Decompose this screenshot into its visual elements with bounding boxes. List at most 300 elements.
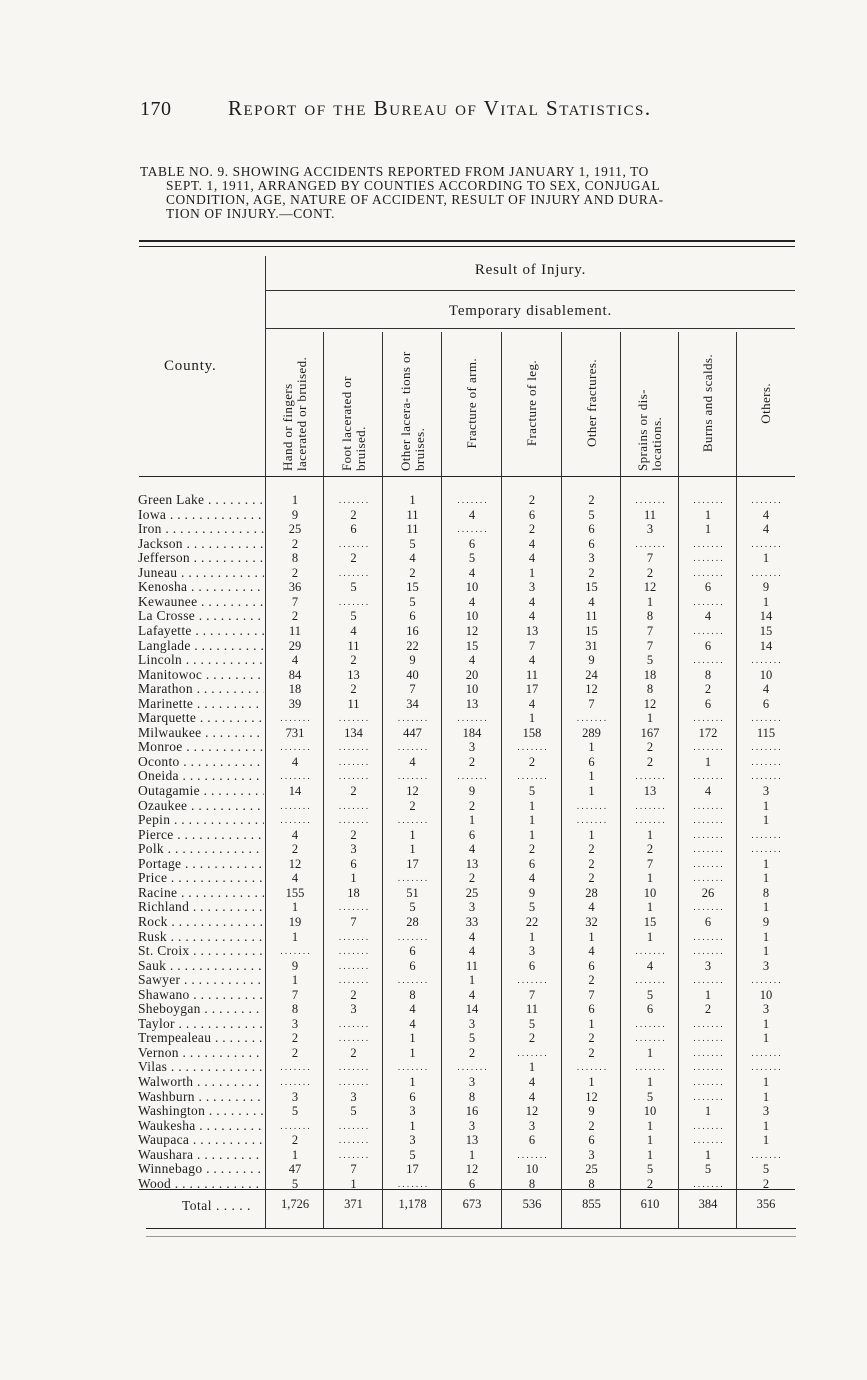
- table-cell: 3: [646, 522, 654, 537]
- table-cell: 5: [588, 507, 595, 522]
- table-cell: 3: [468, 900, 476, 915]
- column-header: [621, 332, 679, 474]
- table-cell: . . . . . . .: [693, 1120, 723, 1131]
- table-cell: 24: [585, 667, 598, 682]
- table-cell: 33: [465, 914, 479, 929]
- table-cell: 8: [291, 551, 299, 566]
- table-cell: 1: [646, 929, 654, 944]
- table-cell: 8: [646, 682, 654, 697]
- county-name: Pierce . . .: [138, 828, 264, 843]
- table-cell: 4: [409, 551, 416, 566]
- table-cell: . . . . . . .: [338, 1062, 369, 1073]
- table-cell: 3: [409, 1133, 416, 1148]
- table-cell: 2: [528, 842, 536, 857]
- table-cell: . . . . . . .: [338, 815, 369, 826]
- table-cell: 1: [762, 900, 770, 915]
- table-cell: . . . . . . .: [338, 742, 369, 753]
- table-cell: 1: [762, 1133, 770, 1148]
- table-cell: 9: [468, 784, 476, 798]
- table-cell: . . . . . . .: [751, 742, 781, 753]
- table-cell: . . . . . . .: [338, 538, 369, 549]
- table-cell: . . . . . . .: [751, 1149, 781, 1160]
- table-cell: 1: [528, 798, 536, 813]
- total-cell: 1,726: [280, 1197, 310, 1211]
- county-name: Jackson . . .: [138, 537, 264, 552]
- table-cell: 4: [291, 871, 299, 886]
- table-cell: 2: [588, 493, 595, 507]
- table-cell: 4: [528, 551, 536, 566]
- table-cell: 5: [646, 1162, 654, 1177]
- table-cell: 1: [704, 1104, 712, 1119]
- table-cell: 184: [462, 725, 482, 740]
- table-cell: 1: [588, 1016, 595, 1031]
- table-cell: . . . . . . .: [751, 655, 781, 666]
- table-cell: 4: [468, 507, 476, 522]
- table-cell: . . . . . . .: [693, 902, 723, 913]
- table-cell: . . . . . . .: [751, 844, 781, 855]
- table-cell: 8: [646, 609, 654, 624]
- table-cell: . . . . . . .: [397, 1062, 428, 1073]
- table-cell: 22: [525, 914, 539, 929]
- table-cell: 3: [704, 958, 712, 973]
- column-header-label: Fracture of arm.: [464, 357, 479, 449]
- table-cell: 3: [291, 1089, 299, 1104]
- table-cell: 5: [528, 784, 536, 798]
- table-cell: 6: [646, 1002, 654, 1017]
- table-cell: . . . . . . .: [751, 567, 781, 578]
- total-cell: 673: [462, 1197, 482, 1211]
- table-cell: 2: [704, 682, 712, 697]
- table-cell: 9: [588, 653, 595, 668]
- table-cell: . . . . . . .: [397, 873, 428, 884]
- column-header: [679, 332, 737, 474]
- county-name: Price . . .: [138, 871, 264, 886]
- county-name: Marinette . . .: [138, 697, 264, 712]
- table-cell: 4: [528, 536, 536, 551]
- table-cell: 1: [291, 1147, 299, 1162]
- table-cell: 1: [409, 493, 416, 507]
- table-cell: 4: [646, 958, 654, 973]
- table-cell: 5: [528, 1016, 536, 1031]
- table-cell: 289: [582, 725, 601, 740]
- table-cell: 9: [588, 1104, 595, 1119]
- table-cell: 8: [291, 1002, 299, 1017]
- table-cell: . . . . . . .: [338, 1018, 369, 1029]
- table-cell: 47: [288, 1162, 302, 1177]
- table-cell: 5: [762, 1162, 770, 1177]
- table-cell: 6: [588, 536, 595, 551]
- table-cell: 10: [465, 580, 479, 595]
- table-cell: 7: [409, 682, 416, 697]
- table-cell: . . . . . . .: [576, 815, 607, 826]
- county-name: La Crosse . . .: [138, 609, 264, 624]
- county-name: Winnebago . . .: [138, 1162, 264, 1177]
- county-name: Rusk . . .: [138, 930, 264, 945]
- table-cell: 15: [585, 623, 598, 638]
- table-cell: . . . . . . .: [397, 742, 428, 753]
- table-cell: . . . . . . .: [693, 538, 723, 549]
- table-cell: 3: [762, 958, 770, 973]
- table-cell: . . . . . . .: [338, 800, 369, 811]
- caption-line: SEPT. 1, 1911, ARRANGED BY COUNTIES ACCORDING TO SEX, CONJUGAL: [166, 178, 661, 193]
- table-cell: . . . . . . .: [751, 713, 781, 724]
- table-cell: 3: [588, 1147, 595, 1162]
- table-cell: . . . . . . .: [517, 975, 547, 986]
- table-cell: . . . . . . .: [693, 1178, 723, 1189]
- table-cell: 6: [588, 958, 595, 973]
- column-header: [324, 332, 383, 474]
- table-cell: . . . . . . .: [751, 829, 781, 840]
- table-cell: 7: [528, 638, 536, 653]
- table-cell: 1: [762, 1031, 770, 1046]
- table-cell: 4: [588, 594, 595, 609]
- table-cell: 6: [468, 536, 476, 551]
- table-cell: 4: [588, 944, 595, 959]
- table-cell: 1: [762, 871, 770, 886]
- table-cell: 1: [704, 754, 712, 769]
- column-header: [442, 332, 502, 474]
- table-cell: 15: [585, 580, 598, 595]
- table-cell: 8: [468, 1089, 476, 1104]
- table-cell: 4: [468, 987, 476, 1002]
- table-cell: 1: [588, 929, 595, 944]
- table-cell: . . . . . . .: [693, 567, 723, 578]
- table-cell: 1: [762, 1075, 770, 1089]
- table-cell: 2: [528, 1031, 536, 1046]
- table-cell: 2: [468, 798, 476, 813]
- table-cell: 5: [350, 609, 357, 624]
- table-cell: . . . . . . .: [338, 756, 369, 767]
- table-cell: 1: [468, 813, 476, 828]
- county-name: Polk . . .: [138, 842, 264, 857]
- table-cell: 7: [588, 987, 595, 1002]
- county-name: Washington . . .: [138, 1104, 264, 1119]
- table-cell: . . . . . . .: [280, 771, 310, 782]
- table-cell: 1: [704, 1147, 712, 1162]
- county-name: Monroe . . .: [138, 740, 264, 755]
- table-cell: 8: [762, 885, 770, 900]
- table-cell: 3: [468, 740, 476, 755]
- column-header-label: Sprains or dis- locations.: [635, 389, 664, 471]
- table-cell: . . . . . . .: [693, 844, 723, 855]
- table-cell: 6: [588, 522, 595, 537]
- county-name: Lincoln . . .: [138, 653, 264, 668]
- table-cell: 4: [409, 1002, 416, 1017]
- table-cell: . . . . . . .: [397, 815, 428, 826]
- page-header: [140, 96, 800, 121]
- table-cell: . . . . . . .: [517, 1149, 547, 1160]
- table-cell: . . . . . . .: [338, 567, 369, 578]
- table-cell: 1: [291, 493, 299, 507]
- table-cell: 1: [588, 827, 595, 842]
- table-cell: 2: [468, 754, 476, 769]
- table-cell: 14: [465, 1002, 479, 1017]
- table-cell: 1: [762, 929, 770, 944]
- table-cell: 11: [347, 696, 360, 711]
- table-cell: 6: [588, 1133, 595, 1148]
- table-cell: 6: [528, 958, 536, 973]
- table-cell: 2: [291, 565, 299, 580]
- table-cell: 2: [588, 1045, 595, 1060]
- table-cell: 12: [525, 1104, 539, 1119]
- table-cell: 5: [409, 1147, 416, 1162]
- table-cell: 1: [528, 1060, 536, 1075]
- table-cell: . . . . . . .: [693, 742, 723, 753]
- county-name: Oconto . . .: [138, 755, 264, 770]
- table-cell: 11: [525, 1002, 539, 1017]
- table-cell: 4: [468, 565, 476, 580]
- table-cell: . . . . . . .: [280, 1062, 310, 1073]
- table-cell: 4: [409, 1016, 416, 1031]
- table-cell: 1: [704, 507, 712, 522]
- county-column-heading: County.: [164, 358, 217, 374]
- table-cell: 1: [762, 1016, 770, 1031]
- table-cell: 5: [350, 580, 357, 595]
- table-cell: . . . . . . .: [693, 931, 723, 942]
- header-bottom-rule: [139, 476, 795, 477]
- county-name: Lafayette . . .: [138, 624, 264, 639]
- table-cell: 11: [406, 522, 419, 537]
- table-cell: . . . . . . .: [693, 1062, 723, 1073]
- table-cell: 447: [403, 725, 422, 740]
- table-cell: 4: [291, 827, 299, 842]
- table-cell: 1: [528, 827, 536, 842]
- table-cell: 3: [528, 580, 536, 595]
- column-header-label: Others.: [758, 382, 773, 424]
- table-cell: . . . . . . .: [635, 946, 665, 957]
- table-cell: . . . . . . .: [751, 756, 781, 767]
- table-cell: . . . . . . .: [517, 771, 547, 782]
- page-number: 170: [140, 98, 172, 120]
- column-header: [737, 332, 795, 474]
- table-cell: . . . . . . .: [280, 946, 310, 957]
- table-cell: 4: [528, 1089, 536, 1104]
- county-name: Marathon . . .: [138, 682, 264, 697]
- table-cell: . . . . . . .: [280, 1077, 310, 1087]
- table-cell: 40: [406, 667, 419, 682]
- table-cell: . . . . . . .: [457, 771, 487, 782]
- table-cell: 13: [643, 784, 657, 798]
- table-cell: 5: [528, 900, 536, 915]
- table-cell: . . . . . . .: [693, 553, 723, 564]
- table-cell: . . . . . . .: [693, 655, 723, 666]
- table-cell: 7: [646, 623, 654, 638]
- table-cell: 15: [465, 638, 479, 653]
- table-cell: 84: [288, 667, 302, 682]
- table-cell: . . . . . . .: [635, 1018, 665, 1029]
- table-cell: 1: [468, 973, 476, 988]
- table-bottom-rule-faint: [146, 1236, 796, 1237]
- county-name: Rock . . .: [138, 915, 264, 930]
- table-cell: 3: [762, 784, 770, 798]
- table-cell: 4: [468, 653, 476, 668]
- table-cell: 11: [643, 507, 657, 522]
- table-cell: . . . . . . .: [635, 800, 665, 811]
- table-cell: 5: [468, 551, 476, 566]
- table-cell: 6: [704, 914, 712, 929]
- table-cell: 9: [291, 958, 299, 973]
- county-name: Sawyer . . .: [138, 973, 264, 988]
- table-cell: 2: [528, 522, 536, 537]
- county-name: Green Lake . . .: [138, 493, 264, 508]
- table-cell: . . . . . . .: [576, 800, 607, 811]
- table-cell: 1: [646, 711, 654, 726]
- table-cell: 2: [588, 565, 595, 580]
- table-cell: 1: [704, 522, 712, 537]
- table-cell: 7: [646, 638, 654, 653]
- column-header-label: Foot lacerated or bruised.: [338, 376, 368, 471]
- table-cell: 10: [643, 1104, 657, 1119]
- table-cell: 6: [528, 856, 536, 871]
- total-cell: 1,178: [398, 1197, 427, 1211]
- table-cell: 2: [291, 1133, 299, 1148]
- county-name: Vilas . . .: [138, 1060, 264, 1075]
- county-name: Iron . . .: [138, 522, 264, 537]
- table-cell: 6: [468, 827, 476, 842]
- table-cell: 5: [409, 536, 416, 551]
- table-cell: 5: [291, 1176, 299, 1191]
- table-cell: 7: [528, 987, 536, 1002]
- table-cell: 16: [465, 1104, 479, 1119]
- table-cell: 2: [350, 784, 357, 798]
- table-cell: 12: [406, 784, 419, 798]
- caption-line: CONDITION, AGE, NATURE OF ACCIDENT, RESULT OF INJURY AND DURA-: [166, 192, 664, 207]
- table-cell: . . . . . . .: [457, 713, 487, 724]
- county-name: Waupaca . . .: [138, 1133, 264, 1148]
- table-cell: 5: [409, 900, 416, 915]
- table-cell: . . . . . . .: [397, 975, 428, 986]
- total-label: Total . . .: [182, 1198, 251, 1214]
- table-cell: 1: [350, 1176, 357, 1191]
- table-cell: 4: [528, 1075, 536, 1089]
- table-cell: 9: [291, 507, 299, 522]
- table-cell: 6: [409, 609, 416, 624]
- table-cell: 15: [406, 580, 419, 595]
- table-cell: 158: [522, 725, 542, 740]
- table-cell: 3: [528, 1118, 536, 1133]
- table-cell: 2: [409, 798, 416, 813]
- table-cell: . . . . . . .: [635, 538, 665, 549]
- table-cell: 6: [409, 944, 416, 959]
- table-cell: 10: [525, 1162, 539, 1177]
- table-cell: 4: [350, 623, 357, 638]
- table-cell: 115: [756, 725, 776, 740]
- table-cell: 26: [701, 885, 715, 900]
- table-cell: 1: [762, 944, 770, 959]
- table-cell: 1: [350, 871, 357, 886]
- table-cell: . . . . . . .: [693, 1135, 723, 1146]
- table-cell: 1: [762, 856, 770, 871]
- table-cell: 3: [468, 1075, 476, 1089]
- table-cell: . . . . . . .: [635, 771, 665, 782]
- table-cell: 34: [406, 696, 419, 711]
- county-name: Waushara . . .: [138, 1148, 264, 1163]
- table-cell: . . . . . . .: [338, 1135, 369, 1146]
- table-cell: . . . . . . .: [751, 975, 781, 986]
- table-cell: . . . . . . .: [693, 946, 723, 957]
- table-cell: . . . . . . .: [576, 1062, 607, 1073]
- table-cell: 11: [347, 638, 360, 653]
- table-cell: 6: [704, 696, 712, 711]
- county-name: Kewaunee . . .: [138, 595, 264, 610]
- table-cell: 2: [468, 871, 476, 886]
- caption-line: TABLE NO. 9. SHOWING ACCIDENTS REPORTED FROM JANUARY 1, 1911, TO: [140, 164, 649, 179]
- table-cell: 1: [468, 1147, 476, 1162]
- table-cell: 1: [646, 871, 654, 886]
- table-cell: 4: [409, 754, 416, 769]
- table-cell: 1: [588, 1075, 595, 1089]
- table-cell: 2: [588, 1118, 595, 1133]
- table-cell: 17: [406, 1162, 419, 1177]
- table-cell: 13: [465, 856, 479, 871]
- table-cell: 7: [646, 551, 654, 566]
- table-cell: 1: [762, 1118, 770, 1133]
- county-name: Trempealeau . . .: [138, 1031, 264, 1046]
- table-cell: 4: [704, 609, 712, 624]
- table-cell: 25: [585, 1162, 598, 1177]
- table-cell: 4: [468, 929, 476, 944]
- table-cell: 13: [525, 623, 539, 638]
- table-cell: 1: [528, 711, 536, 726]
- table-cell: 2: [350, 987, 357, 1002]
- table-cell: 1: [409, 1075, 416, 1089]
- table-cell: 11: [525, 667, 539, 682]
- table-cell: . . . . . . .: [693, 625, 723, 636]
- table-cell: . . . . . . .: [397, 931, 428, 942]
- table-cell: 4: [762, 507, 770, 522]
- table-cell: . . . . . . .: [338, 1033, 369, 1044]
- table-cell: 2: [762, 1176, 770, 1191]
- table-cell: . . . . . . .: [457, 524, 487, 535]
- table-cell: 14: [759, 638, 773, 653]
- temporary-disablement-heading: Temporary disablement.: [448, 303, 613, 319]
- table-caption: [140, 165, 795, 221]
- column-header: [266, 332, 324, 474]
- table-cell: 2: [350, 827, 357, 842]
- table-cell: . . . . . . .: [693, 800, 723, 811]
- table-cell: . . . . . . .: [635, 495, 665, 505]
- table-cell: 36: [288, 580, 302, 595]
- table-cell: 1: [409, 1118, 416, 1133]
- table-cell: 1: [588, 769, 595, 784]
- total-cell: 384: [698, 1197, 718, 1211]
- county-name: Pepin . . .: [138, 813, 264, 828]
- table-cell: 2: [588, 1031, 595, 1046]
- table-cell: . . . . . . .: [517, 1047, 547, 1058]
- table-cell: 5: [468, 1031, 476, 1046]
- table-cell: . . . . . . .: [517, 742, 547, 753]
- temporary-heading-rule: [266, 328, 795, 329]
- table-cell: 1: [409, 1045, 416, 1060]
- table-cell: 3: [588, 551, 595, 566]
- table-cell: 7: [291, 987, 299, 1002]
- table-cell: 4: [291, 754, 299, 769]
- table-cell: 2: [350, 1045, 357, 1060]
- table-cell: 6: [528, 507, 536, 522]
- table-cell: . . . . . . .: [338, 946, 369, 957]
- table-cell: . . . . . . .: [693, 1047, 723, 1058]
- table-cell: 5: [646, 1089, 654, 1104]
- table-cell: 9: [528, 885, 536, 900]
- table-cell: . . . . . . .: [338, 596, 369, 607]
- table-cell: . . . . . . .: [576, 713, 607, 724]
- table-cell: 2: [704, 1002, 712, 1017]
- table-cell: 1: [646, 1147, 654, 1162]
- table-cell: 1: [409, 842, 416, 857]
- table-cell: 1: [704, 987, 712, 1002]
- table-cell: 12: [585, 682, 598, 697]
- table-cell: 4: [762, 682, 770, 697]
